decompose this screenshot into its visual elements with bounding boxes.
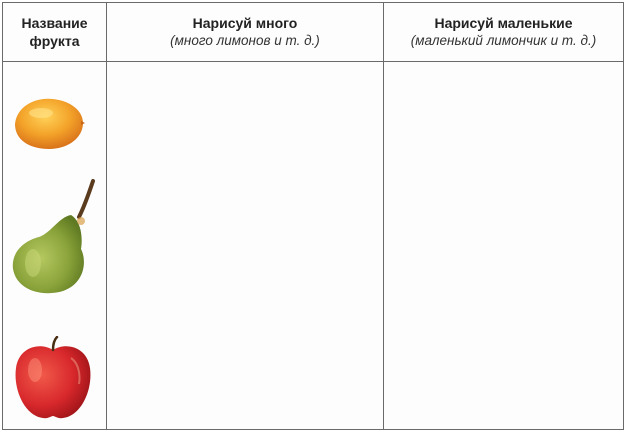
draw-small-area[interactable] [384,62,623,429]
header-fruit-name [3,3,106,61]
header-draw-many-title: Нарисуй много [192,15,298,31]
worksheet-table [2,2,624,430]
apple-icon [13,336,93,420]
header-fruit-name-title: Название фрукта [21,15,88,49]
lemon-icon [11,91,87,155]
header-draw-small-title: Нарисуй маленькие [434,15,573,31]
header-draw-many-subtitle: (много лимонов и т. д.) [170,33,320,48]
draw-many-area[interactable] [107,62,383,429]
header-draw-small [384,3,623,61]
header-draw-small-subtitle: (маленький лимончик и т. д.) [410,33,597,48]
pear-icon [11,179,97,297]
header-draw-many [107,3,383,61]
